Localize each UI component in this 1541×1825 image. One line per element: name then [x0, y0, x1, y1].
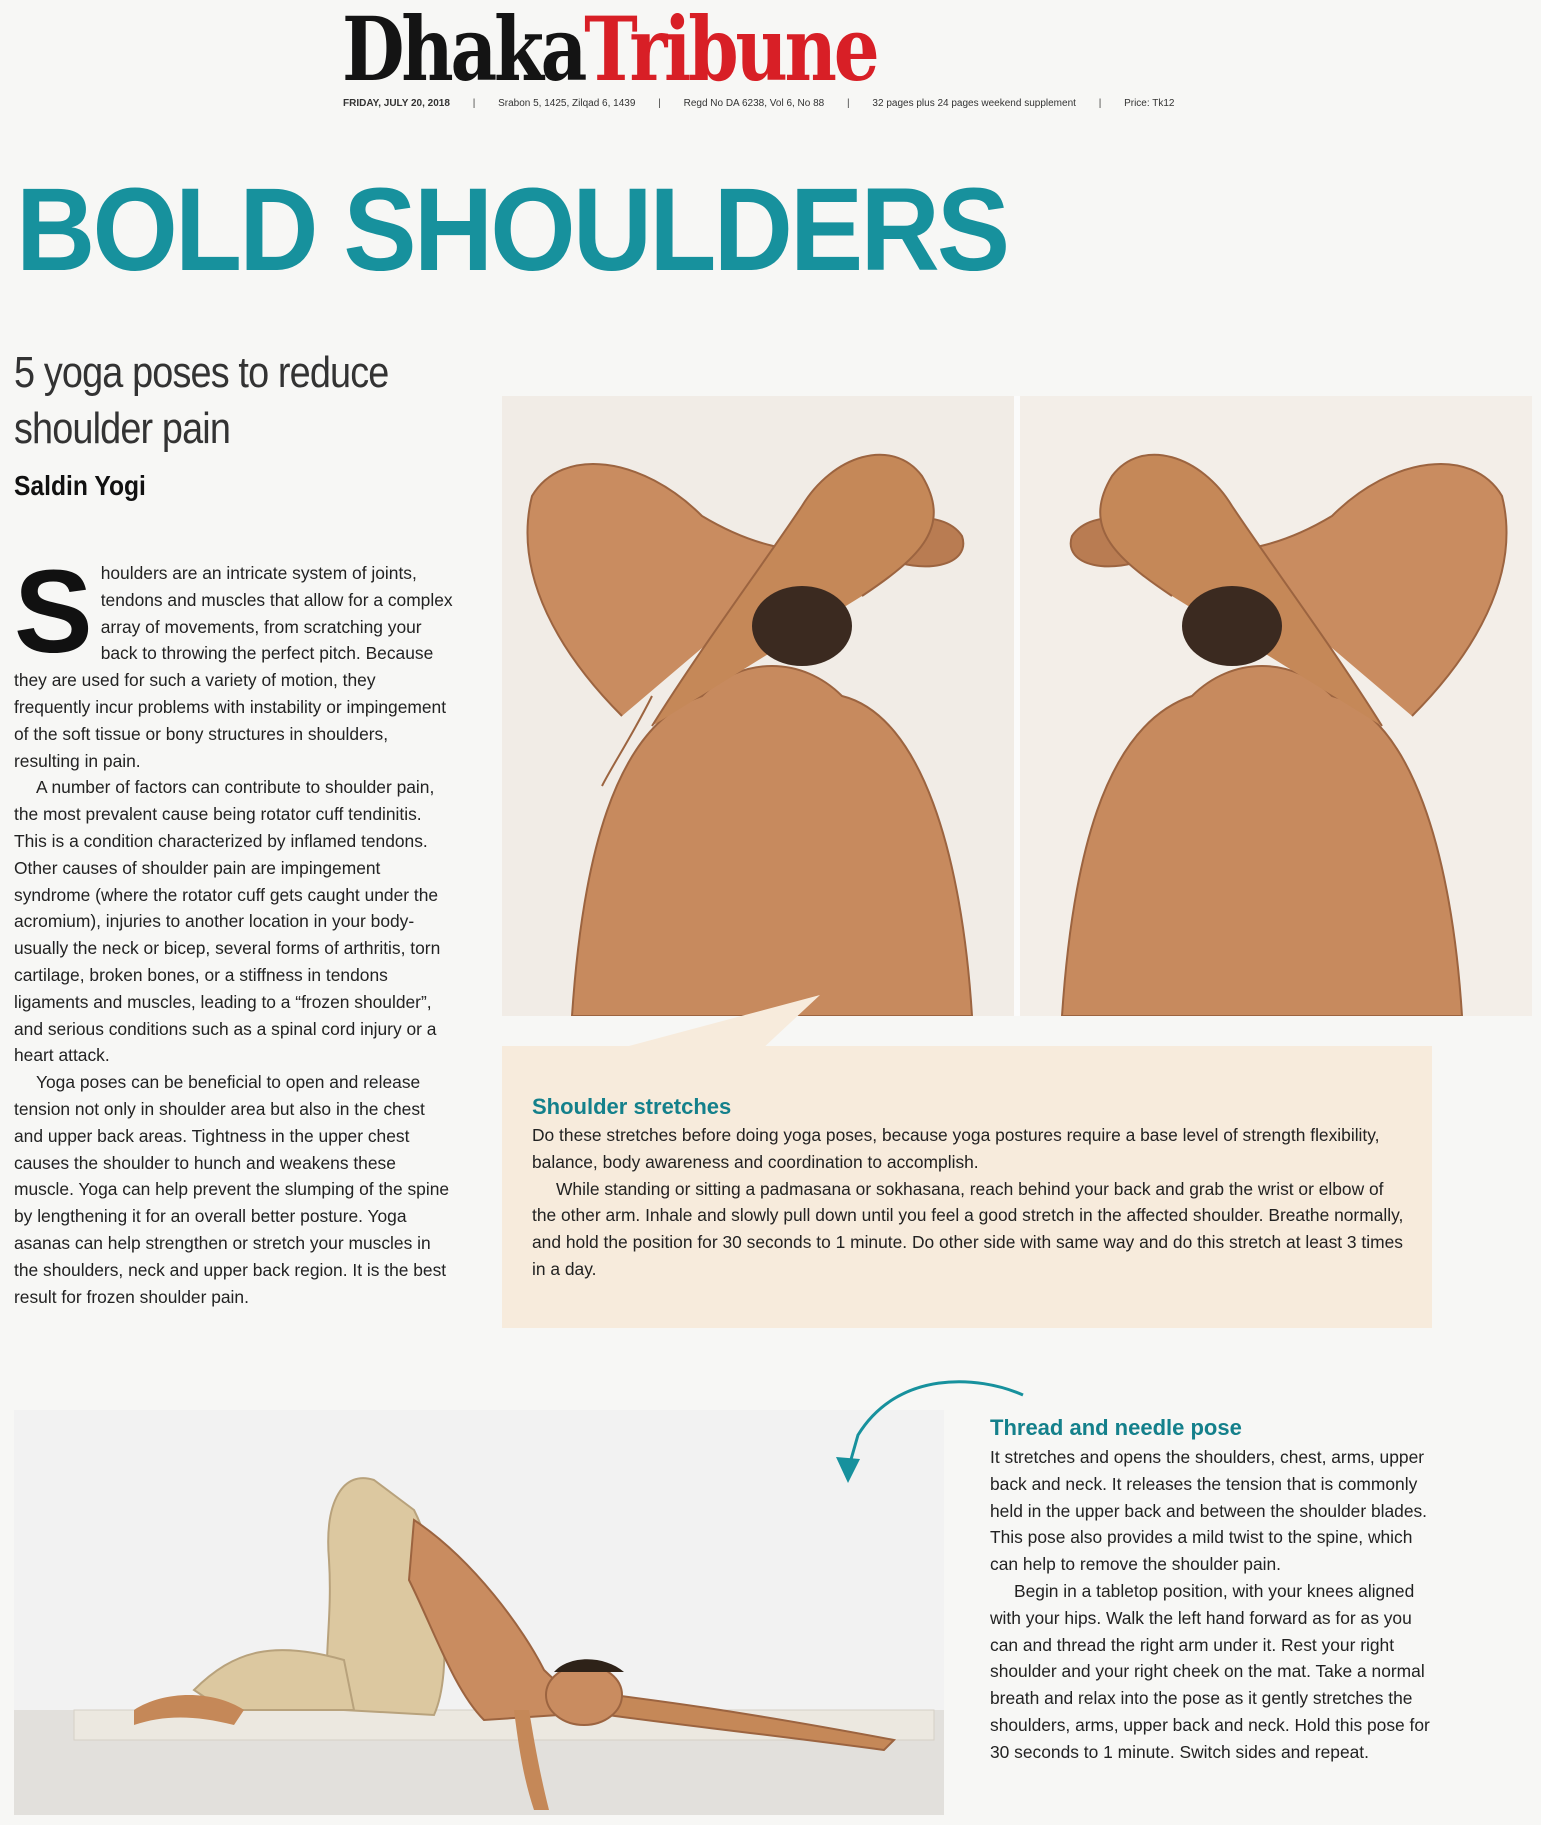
shoulder-stretches-box	[502, 1046, 1432, 1328]
masthead-word-tribune: Tribune	[584, 0, 877, 101]
paragraph: While standing or sitting a padmasana or sokhasana, reach behind your back and grab the wrist or elbow of the other arm. Inhale and slowly pull down until you feel a good stretch in the affected shoulder. Breathe normally, and hold the position for 30 seconds to 1 minute. Do other side with same way and do this stretch at least 3 times in a day.	[532, 1178, 1404, 1279]
paragraph: Do these stretches before doing yoga poses, because yoga postures require a base level of strength flexibility, balance, body awareness and coordination to accomplish.	[532, 1125, 1380, 1172]
separator: |	[658, 98, 661, 109]
registration-number: Regd No DA 6238, Vol 6, No 88	[683, 98, 825, 109]
separator: |	[472, 98, 476, 109]
section-title: Shoulder stretches	[532, 1094, 732, 1119]
shoulder-stretch-photos	[502, 396, 1532, 1016]
price: Price: Tk12	[1124, 98, 1175, 109]
paragraph: It stretches and opens the shoulders, chest, arms, upper back and neck. It releases the tension that is commonly held in the upper back and between the shoulder blades. This pose also provides a mild twist to the spine, which can help to remove the shoulder pain.	[990, 1447, 1428, 1575]
masthead-word-dhaka: Dhaka	[342, 0, 585, 101]
calendar-date: Srabon 5, 1425, Zilqad 6, 1439	[498, 98, 636, 109]
issue-date: FRIDAY, JULY 20, 2018	[343, 98, 450, 109]
masthead-logo	[342, 0, 973, 101]
subheadline: 5 yoga poses to reduce shoulder pain	[14, 348, 389, 453]
thread-needle-photo	[14, 1410, 944, 1815]
paragraph: A number of factors can contribute to shoulder pain, the most prevalent cause being rotator cuff tendinitis. This is a condition characterized by inflamed tendons. Other causes of shoulder pain are impingement syndrome (where the rotator cuff gets caught under the acromium), injuries to another location in your body- usually the neck or bicep, several forms of arthritis, torn cartilage, broken bones, or a stiffness in tendons ligaments and muscles, leading to a “frozen shoulder”, and serious conditions such as a spinal cord injury or a heart attack.	[14, 777, 441, 1066]
separator: |	[1098, 98, 1102, 109]
paragraph	[14, 546, 454, 774]
article-body	[14, 546, 454, 1365]
section-text	[532, 1122, 1412, 1283]
dateline	[343, 98, 1175, 116]
paragraph-text: houlders are an intricate system of joints, tendons and muscles that allow for a complex array of movements, from scratching your back to throwing the perfect pitch. Because they are used for such a variety of motion, they frequently incur problems with instability or impingement of the soft tissue or bony structures in shoulders, resulting in pain.	[14, 563, 453, 771]
callout-pointer	[610, 995, 830, 1051]
byline: Saldin Yogi	[14, 470, 146, 501]
page-count: 32 pages plus 24 pages weekend supplement	[872, 98, 1076, 109]
headline: BOLD SHOULDERS	[16, 164, 1008, 296]
paragraph: Yoga poses can be beneficial to open and release tension not only in shoulder area but also in the chest and upper back areas. Tightness in the upper chest causes the shoulder to hunch and weakens these muscle. Yoga can help prevent the slumping of the spine by lengthening it for an overall better posture. Yoga asanas can help strengthen or stretch your muscles in the shoulders, neck and upper back region. It is the best result for frozen shoulder pain.	[14, 1072, 450, 1307]
thread-needle-text	[990, 1444, 1430, 1819]
drop-cap: S	[14, 546, 93, 678]
section-title: Thread and needle pose	[990, 1415, 1242, 1440]
separator: |	[847, 98, 850, 109]
paragraph: Begin in a tabletop position, with your knees aligned with your hips. Walk the left hand forward as for as you can and thread the right arm under it. Rest your right shoulder and your right cheek on the mat. Take a normal breath and relax into the pose as it gently stretches the shoulders, arms, upper back and neck. Hold this pose for 30 seconds to 1 minute. Switch sides and repeat.	[990, 1580, 1430, 1762]
